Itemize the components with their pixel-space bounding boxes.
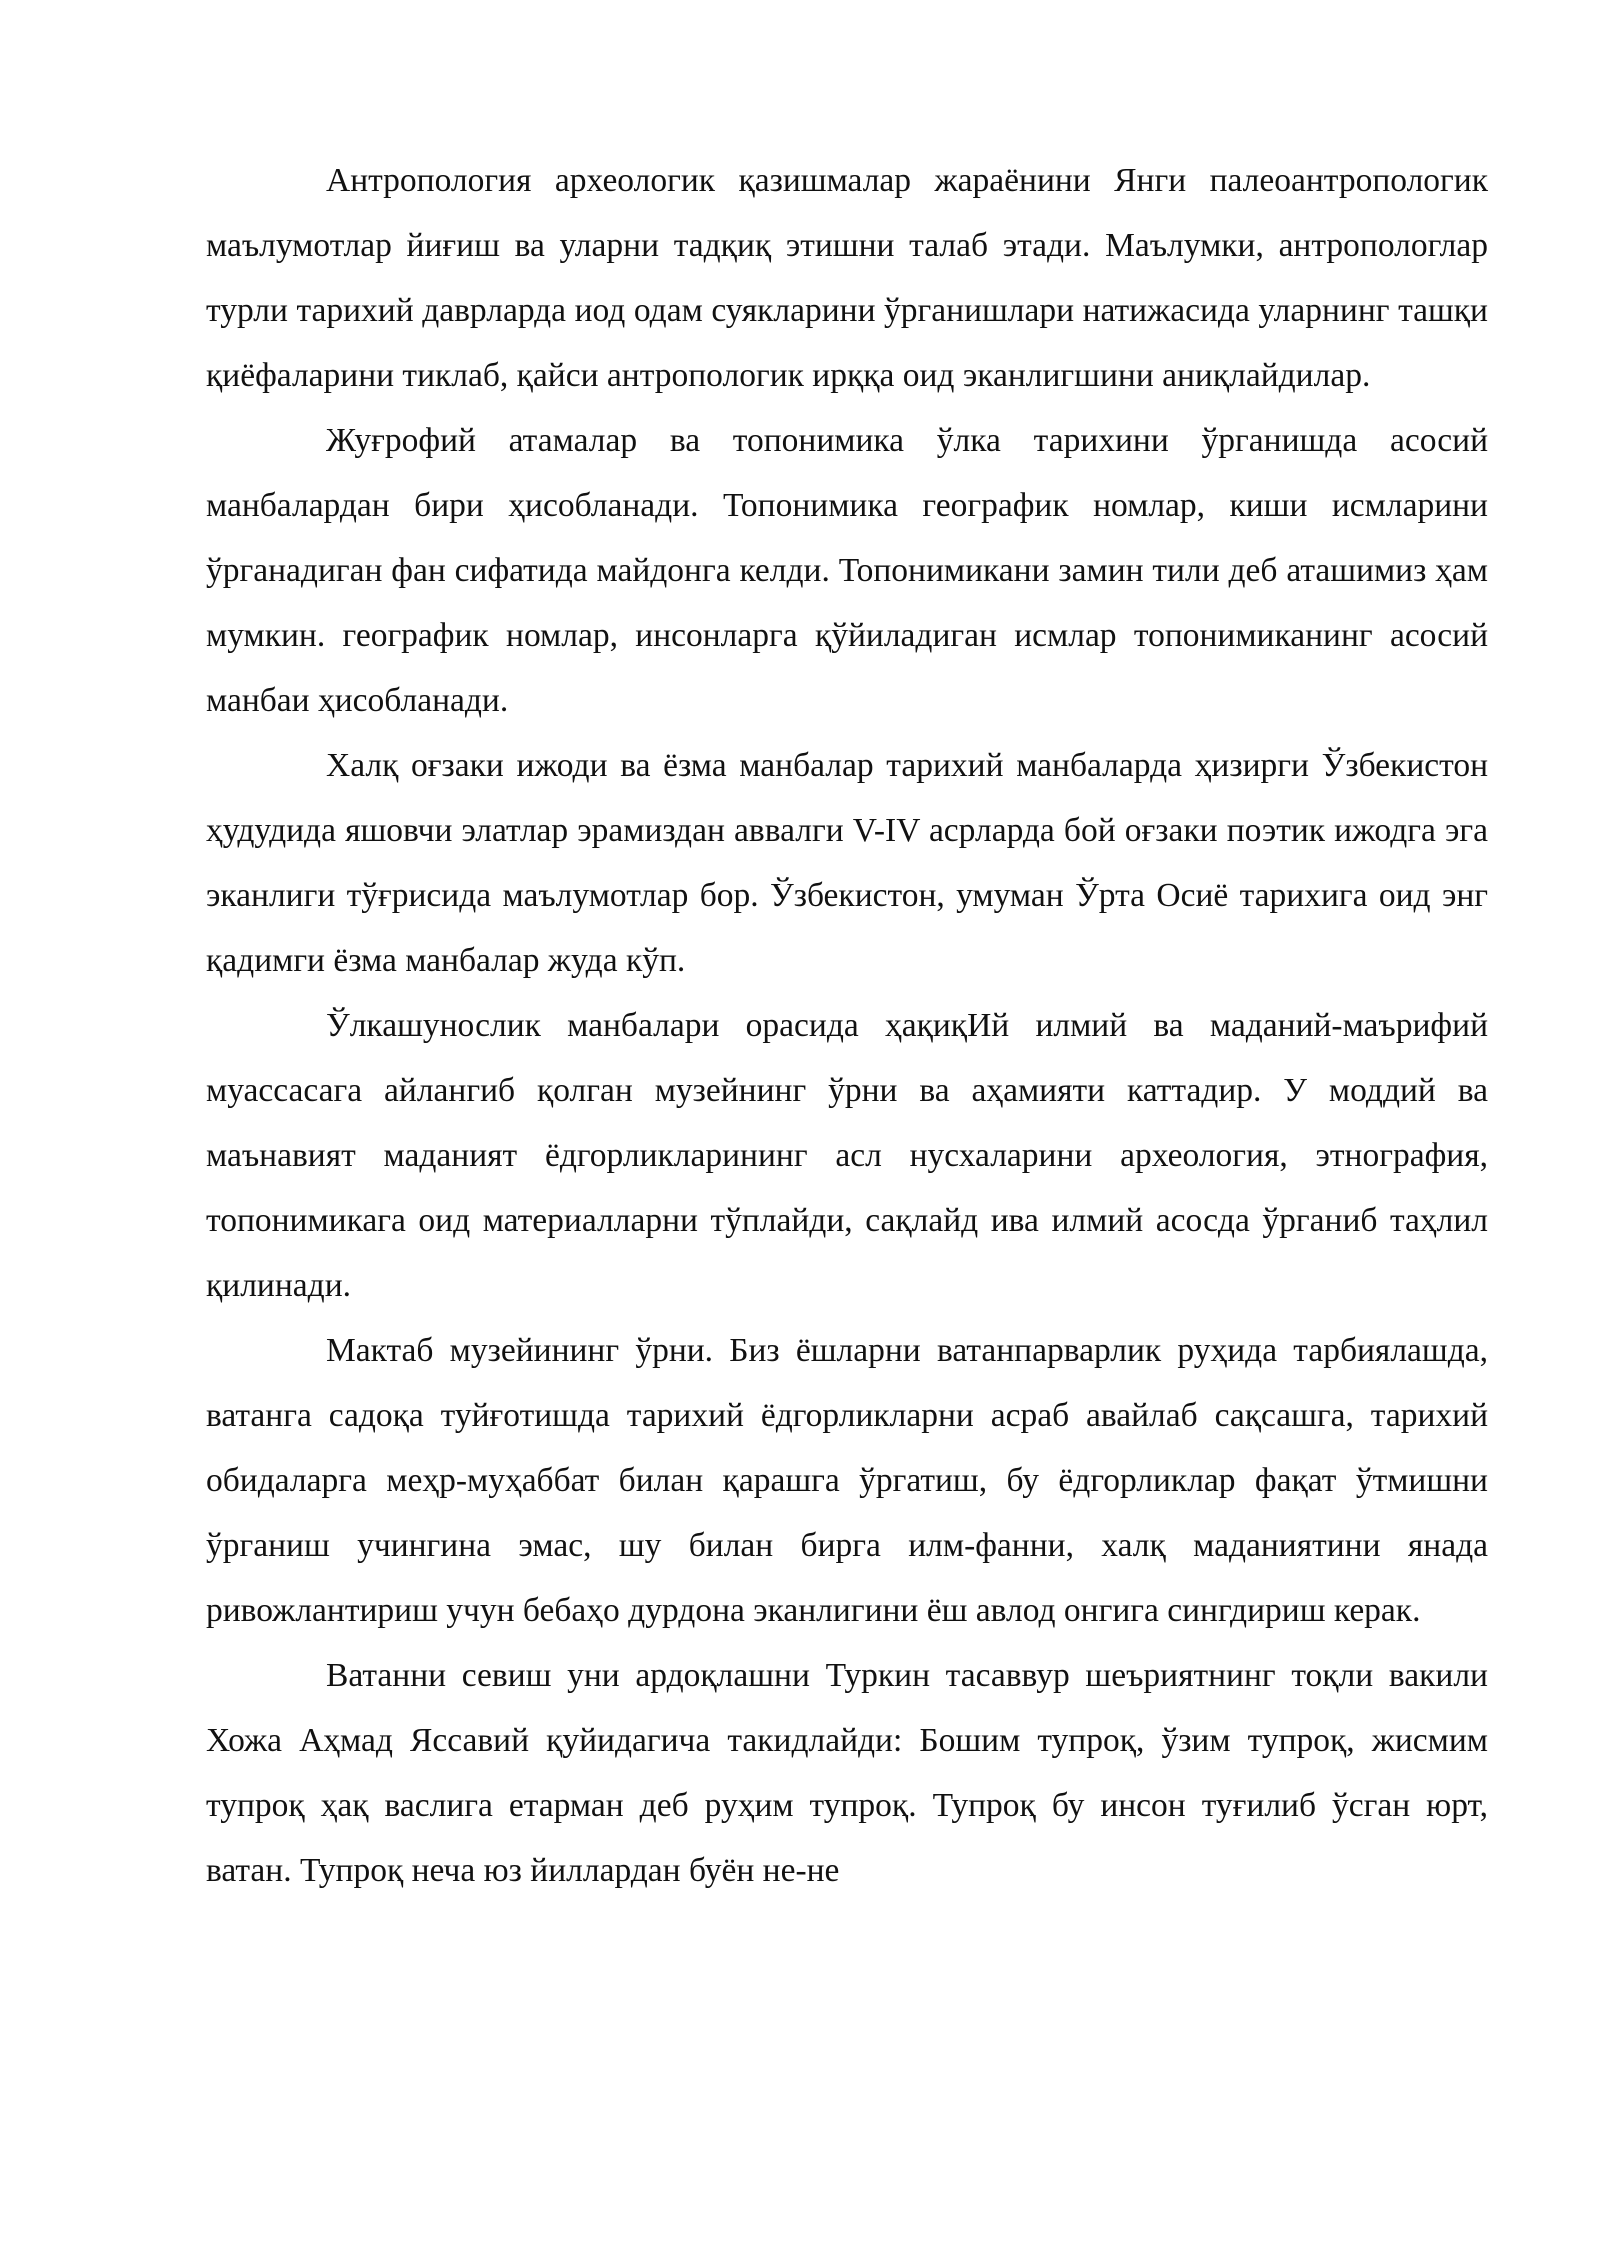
paragraph-local-history: Ўлкашунослик манбалари орасида ҳақиқИй илмий ва маданий-маърифий муассасага айлангиб қолган музейнинг ўрни ва аҳамияти каттадир. У моддий ва маънавият маданият ёдгорликларининг асл нусхаларини археология, этнография, топонимикага оид материалларни тўплайди, сақлайд ива илмий асосда ўрганиб таҳлил қилинади. xyxy=(206,1007,1488,1304)
paragraph-school-museum: Мактаб музейининг ўрни. Биз ёшларни ватанпарварлик руҳида тарбиялашда, ватанга садоқа туйғотишда тарихий ёдгорликларни асраб авайлаб сақсашга, тарихий обидаларга меҳр-муҳаббат билан қарашга ўргатиш, бу ёдгорликлар фақат ўтмишни ўрганиш учингина эмас, шу билан бирга илм-фанни, халқ маданиятини янада ривожлантириш учун бебаҳо дурдона эканлигини ёш авлод онгига сингдириш керак. xyxy=(206,1332,1488,1629)
paragraph-homeland: Ватанни севиш уни ардоқлашни Туркин тасаввур шеъриятнинг тоқли вакили Хожа Аҳмад Яссавий қуйидагича такидлайди: Бошим тупроқ, ўзим тупроқ, жисмим тупроқ ҳақ васлига етарман деб руҳим тупроқ. Тупроқ бу инсон туғилиб ўсган юрт, ватан. Тупроқ неча юз йиллардан буён не-не xyxy=(206,1657,1488,1889)
document-body xyxy=(206,148,1488,1903)
paragraph-anthropology: Антропология археологик қазишмалар жараёнини Янги палеоантропологик маълумотлар йиғиш ва уларни тадқиқ этишни талаб этади. Маълумки, антропологлар турли тарихий даврларда иод одам суякларини ўрганишлари натижасида уларнинг ташқи қиёфаларини тиклаб, қайси антропологик ирққа оид эканлигшини аниқлайдилар. xyxy=(206,162,1488,394)
paragraph-toponymy: Жуғрофий атамалар ва топонимика ўлка тарихини ўрганишда асосий манбалардан бири ҳисобланади. Топонимика географик номлар, киши исмларини ўрганадиган фан сифатида майдонга келди. Топонимикани замин тили деб аташимиз ҳам мумкин. географик номлар, инсонларга қўйиладиган исмлар топонимиканинг асосий манбаи ҳисобланади. xyxy=(206,422,1488,719)
paragraph-folklore: Халқ оғзаки ижоди ва ёзма манбалар тарихий манбаларда ҳизирги Ўзбекистон ҳудудида яшовчи элатлар эрамиздан аввалги V-IV асрларда бой оғзаки поэтик ижодга эга эканлиги тўғрисида маълумотлар бор. Ўзбекистон, умуман Ўрта Осиё тарихига оид энг қадимги ёзма манбалар жуда кўп. xyxy=(206,747,1488,979)
